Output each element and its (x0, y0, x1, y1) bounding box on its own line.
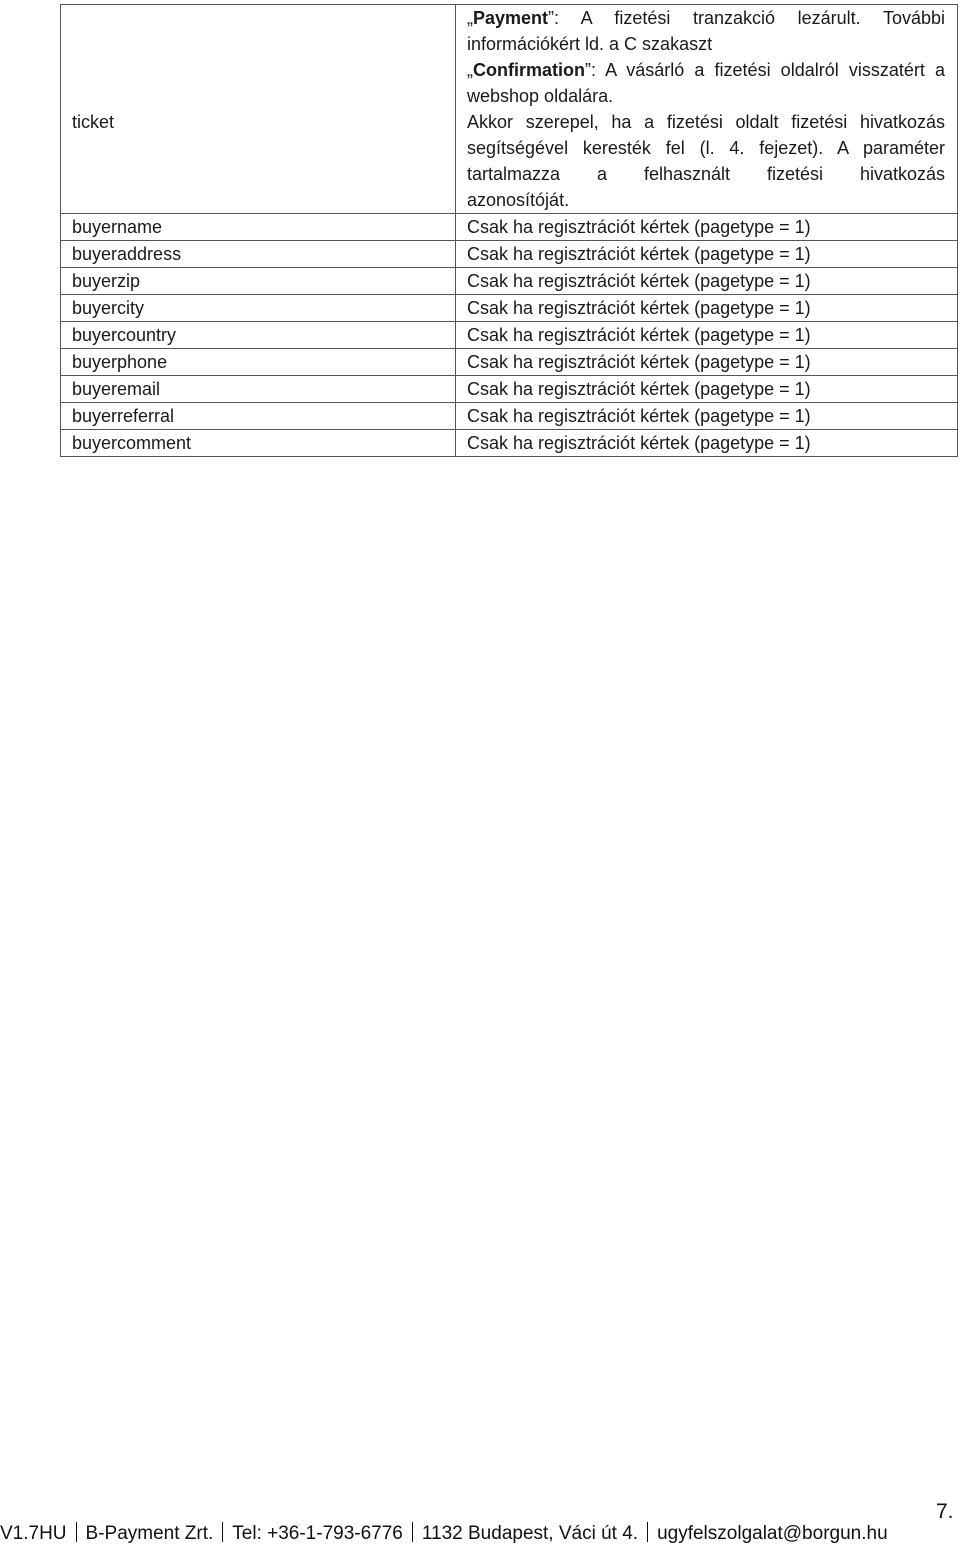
footer-phone: Tel: +36-1-793-6776 (232, 1523, 403, 1544)
payment-status-term: Payment (473, 8, 549, 28)
parameter-description: Csak ha regisztrációt kértek (pagetype = 1) (456, 322, 958, 349)
ticket-description-line: Akkor szerepel, ha a fizetési oldalt fizetési hivatkozás (467, 112, 945, 132)
parameter-description: Csak ha regisztrációt kértek (pagetype = 1) (456, 349, 958, 376)
parameter-name: ticket (72, 112, 115, 132)
payment-status-line-2: információkért ld. a C szakaszt (467, 34, 713, 54)
status-description-cell (456, 5, 958, 110)
page-footer (0, 1522, 960, 1545)
parameter-description: Csak ha regisztrációt kértek (pagetype = 1) (456, 376, 958, 403)
footer-separator (412, 1522, 413, 1542)
parameter-name: buyeraddress (61, 241, 456, 268)
footer-version: V1.7HU (0, 1523, 67, 1544)
footer-separator (222, 1522, 223, 1542)
table-row (61, 430, 958, 457)
table-row (61, 349, 958, 376)
ticket-description-line: tartalmazza a felhasznált fizetési hivatkozás (467, 164, 945, 184)
footer-separator (647, 1522, 648, 1542)
ticket-description-cell (456, 109, 958, 214)
footer-address: 1132 Budapest, Váci út 4. (421, 1523, 639, 1544)
status-name-cell (61, 5, 456, 110)
payment-status-line: „Payment”: A fizetési tranzakció lezárult. További (467, 8, 945, 28)
table-row (61, 268, 958, 295)
table-row (61, 241, 958, 268)
table-row (61, 214, 958, 241)
ticket-description-line: segítségével keresték fel (l. 4. fejezet). A paraméter (467, 138, 945, 158)
page-number: 7. (936, 1500, 954, 1523)
parameter-table (60, 4, 958, 457)
footer-separator (76, 1522, 77, 1542)
confirmation-status-line-2: webshop oldalára. (467, 86, 614, 106)
parameter-description: Csak ha regisztrációt kértek (pagetype = 1) (456, 403, 958, 430)
ticket-row (61, 109, 958, 214)
parameter-name: buyername (61, 214, 456, 241)
parameter-name: buyercity (61, 295, 456, 322)
parameter-description: Csak ha regisztrációt kértek (pagetype = 1) (456, 241, 958, 268)
parameter-description: Csak ha regisztrációt kértek (pagetype = 1) (456, 430, 958, 457)
footer-company: B-Payment Zrt. (85, 1523, 214, 1544)
confirmation-status-term: Confirmation (473, 60, 585, 80)
footer-email: ugyfelszolgalat@borgun.hu (657, 1523, 888, 1544)
table-row (61, 376, 958, 403)
parameter-description: Csak ha regisztrációt kértek (pagetype = 1) (456, 268, 958, 295)
confirmation-status-line: „Confirmation”: A vásárló a fizetési oldalról visszatért a (467, 60, 945, 80)
parameter-name: buyerphone (61, 349, 456, 376)
parameter-name: buyerreferral (61, 403, 456, 430)
ticket-name-cell (61, 109, 456, 214)
table-row (61, 322, 958, 349)
ticket-description-line: azonosítóját. (467, 190, 570, 210)
parameter-description: Csak ha regisztrációt kértek (pagetype = 1) (456, 295, 958, 322)
parameter-name: buyercomment (61, 430, 456, 457)
parameter-name: buyerzip (61, 268, 456, 295)
parameter-name: buyercountry (61, 322, 456, 349)
parameter-description: Csak ha regisztrációt kértek (pagetype = 1) (456, 214, 958, 241)
table-row (61, 403, 958, 430)
table-row (61, 295, 958, 322)
parameter-name: buyeremail (61, 376, 456, 403)
status-continuation-row (61, 5, 958, 110)
